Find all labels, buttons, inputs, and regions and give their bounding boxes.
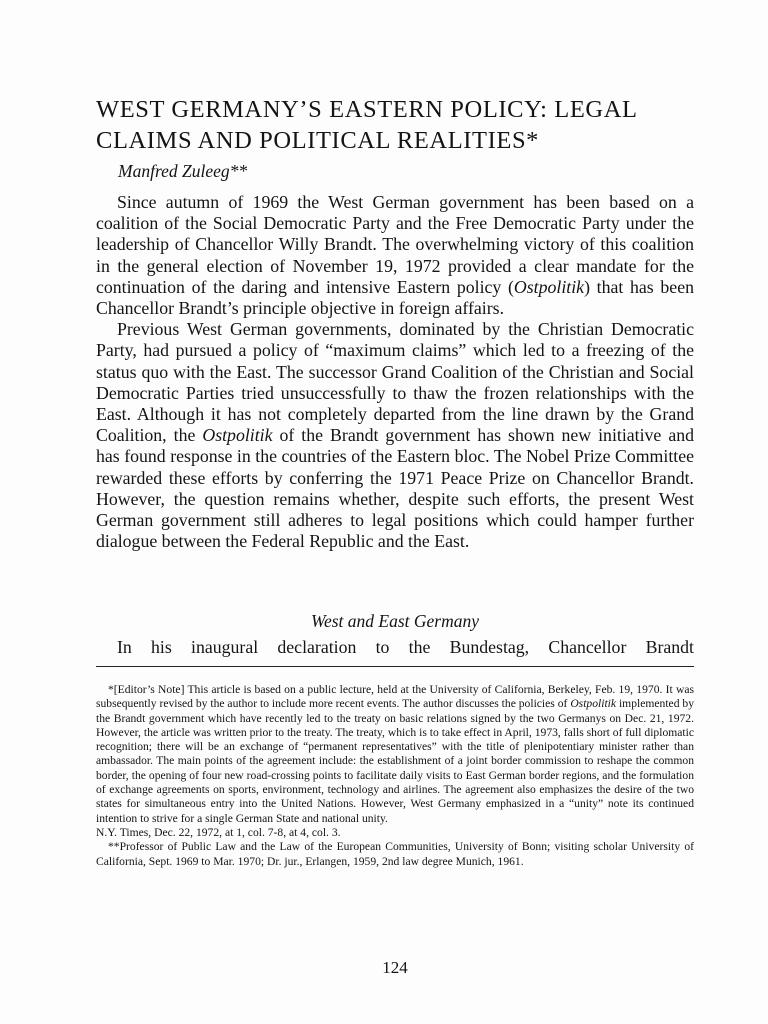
footnote-divider [96,666,694,667]
author-name: Manfred Zuleeg** [118,161,248,181]
paragraph-2: Previous West German governments, dominated by the Christian Democratic Party, had pursued a policy of “maximum claims” which led to a freezing of the status quo with the East. The successor Grand Coalition of the Christian and Social Democratic Parties tried unsuccessfully to thaw the frozen relationships with the East. Although it has not completely departed from the line drawn by the Grand Coalition, the Ostpolitik of the Brandt government has shown new initiative and has found response in the countries of the Eastern bloc. The Nobel Prize Committee rewarded these efforts by conferring the 1971 Peace Prize on Chancellor Brandt. However, the question remains whether, despite such efforts, the present West German government still adheres to legal positions which could hamper further dialogue between the Federal Republic and the East. [96,319,694,552]
page-number: 124 [382,958,408,977]
ostpolitik-term: Ostpolitik [513,276,585,297]
article-title [96,94,694,156]
ostpolitik-term: Ostpolitik [202,425,273,446]
author-footnote: **Professor of Public Law and the Law of the European Communities, University of Bonn; visiting scholar University of California, Sept. 1969 to Mar. 1970; Dr. jur., Erlangen, 1959, 2nd law degree Munich, 1961. [96,840,694,868]
paragraph-3: In his inaugural declaration to the Bundestag, Chancellor Brandt [117,637,694,657]
footnotes [96,683,694,869]
article-body [96,192,694,552]
title-line-2: CLAIMS AND POLITICAL REALITIES* [96,127,540,154]
ostpolitik-term: Ostpolitik [570,697,617,711]
title-line-1: WEST GERMANY’S EASTERN POLICY: LEGAL [96,96,638,123]
citation-note: N.Y. Times, Dec. 22, 1972, at 1, col. 7-8, at 4, col. 3. [96,825,341,839]
editor-note: *[Editor’s Note] This article is based on a public lecture, held at the University of California, Berkeley, Feb. 19, 1970. It was subsequently revised by the author to include more recent events. The author discusses the policies of Ostpolitik implemented by the Brandt government which have recently led to the treaty on basic relations signed by the two Germanys on Dec. 21, 1972. However, the article was written prior to the treaty. The treaty, which is to take effect in April, 1973, falls short of full diplomatic recognition; there will be an exchange of “permanent representatives” with the title of plenipotentiary minister rather than ambassador. The main points of the agreement include: the establishment of a joint border commission to reshape the common border, the opening of four new road-crossing points to facilitate daily visits to East German border regions, and the formulation of exchange agreements on sports, environment, technology and airlines. The agreement also emphasizes the desire of the two states for simultaneous entry into the United Nations. However, West Germany emphasized in a “unity” note its continued intention to strive for a single German State and national unity. [96,683,694,825]
section-heading: West and East Germany [310,611,480,631]
paragraph-1: Since autumn of 1969 the West German government has been based on a coalition of the Social Democratic Party and the Free Democratic Party under the leadership of Chancellor Willy Brandt. The overwhelming victory of this coalition in the general election of November 19, 1972 provided a clear mandate for the continuation of the daring and intensive Eastern policy (Ostpolitik) that has been Chancellor Brandt’s principle objective in foreign affairs. [96,192,694,319]
